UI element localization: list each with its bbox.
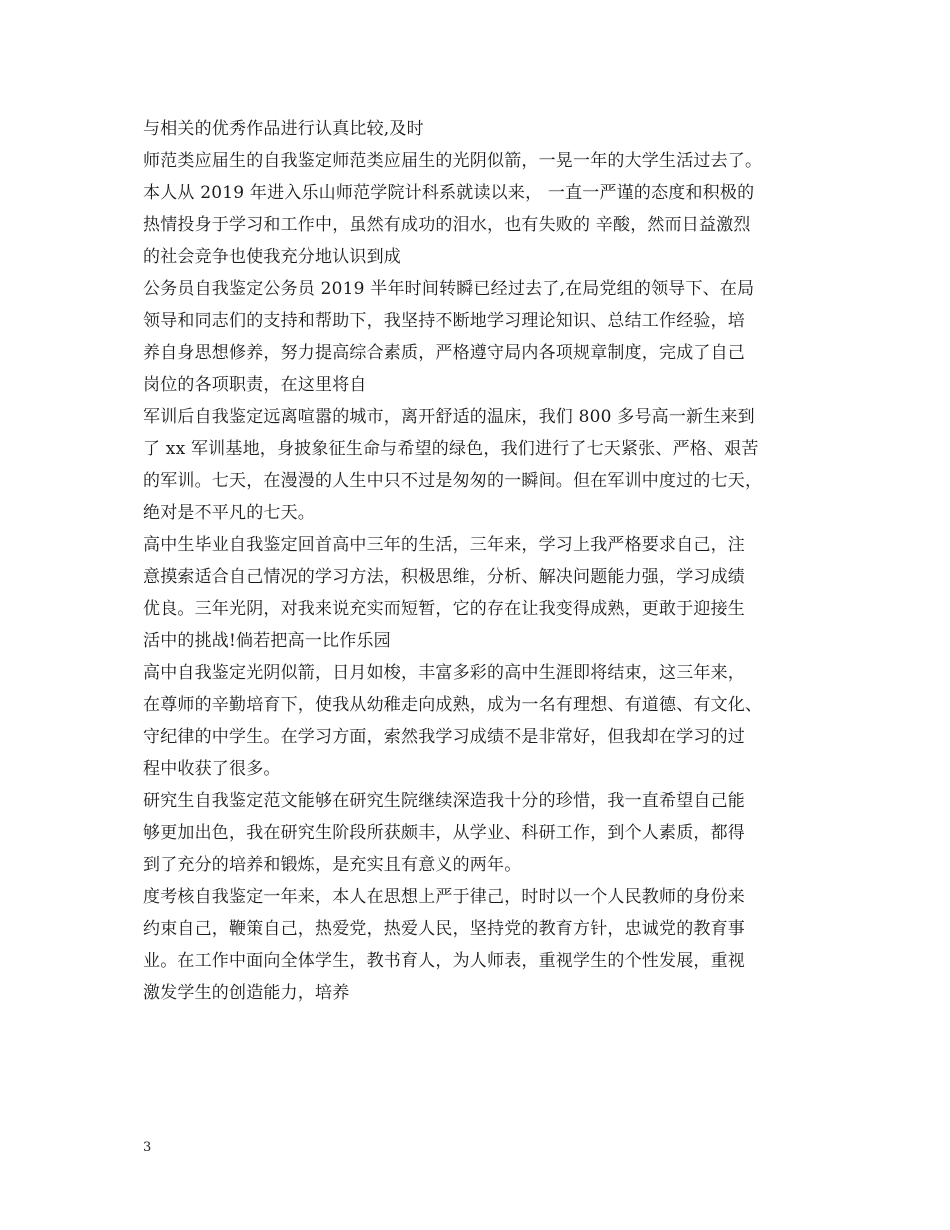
text-line: 活中的挑战!倘若把高一比作乐园: [143, 631, 391, 651]
text-line: 绝对是不平凡的七天。: [143, 503, 315, 523]
text-line: 优良。三年光阴，对我来说充实而短暂，它的存在让我变得成熟，更敢于迎接生: [143, 599, 745, 619]
text-line: 守纪律的中学生。在学习方面，索然我学习成绩不是非常好，但我却在学习的过: [143, 727, 745, 747]
page-number: 3: [143, 1140, 152, 1155]
text-line: 研究生自我鉴定范文能够在研究生院继续深造我十分的珍惜，我一直希望自己能: [143, 791, 745, 811]
text-line: 与相关的优秀作品进行认真比较,及时: [143, 119, 424, 139]
text-line: 够更加出色，我在研究生阶段所获颇丰，从学业、科研工作，到个人素质，都得: [143, 823, 745, 843]
document-body: [143, 113, 833, 1009]
text-line: 约束自己，鞭策自己，热爱党，热爱人民，坚持党的教育方针，忠诚党的教育事: [143, 919, 745, 939]
text-line: 领导和同志们的支持和帮助下，我坚持不断地学习理论知识、总结工作经验，培: [143, 311, 745, 331]
text-line: 业。在工作中面向全体学生，教书育人，为人师表，重视学生的个性发展，重视: [143, 951, 745, 971]
text-line: 高中生毕业自我鉴定回首高中三年的生活，三年来，学习上我严格要求自己，注: [143, 535, 745, 555]
text-line: 度考核自我鉴定一年来，本人在思想上严于律己，时时以一个人民教师的身份来: [143, 887, 745, 907]
text-line: 岗位的各项职责，在这里将自: [143, 375, 367, 395]
text-line: 高中自我鉴定光阴似箭，日月如梭，丰富多彩的高中生涯即将结束，这三年来，: [143, 663, 745, 683]
text-line: 在尊师的辛勤培育下，使我从幼稚走向成熟，成为一名有理想、有道德、有文化、: [143, 695, 763, 715]
text-line: 养自身思想修养，努力提高综合素质，严格遵守局内各项规章制度，完成了自己: [143, 343, 745, 363]
text-line: 的军训。七天，在漫漫的人生中只不过是匆匆的一瞬间。但在军训中度过的七天，: [143, 471, 763, 491]
text-line: 师范类应届生的自我鉴定师范类应届生的光阴似箭，一晃一年的大学生活过去了。: [143, 151, 763, 171]
text-line: 程中收获了很多。: [143, 759, 281, 779]
text-line: 本人从 2019 年进入乐山师范学院计科系就读以来， 一直一严谨的态度和积极的: [143, 183, 755, 203]
text-line: 军训后自我鉴定远离喧嚣的城市，离开舒适的温床，我们 800 多号高一新生来到: [143, 407, 755, 427]
text-line: 了 xx 军训基地，身披象征生命与希望的绿色，我们进行了七天紧张、严格、艰苦: [143, 439, 759, 459]
text-line: 到了充分的培养和锻炼，是充实且有意义的两年。: [143, 855, 522, 875]
text-line: 意摸索适合自己情况的学习方法，积极思维，分析、解决问题能力强，学习成绩: [143, 567, 745, 587]
text-line: 激发学生的创造能力，培养: [143, 983, 350, 1003]
text-line: 热情投身于学习和工作中，虽然有成功的泪水，也有失败的 辛酸，然而日益激烈: [143, 215, 751, 235]
text-line: 的社会竞争也使我充分地认识到成: [143, 247, 401, 267]
text-line: 公务员自我鉴定公务员 2019 半年时间转瞬已经过去了,在局党组的领导下、在局: [143, 279, 755, 299]
